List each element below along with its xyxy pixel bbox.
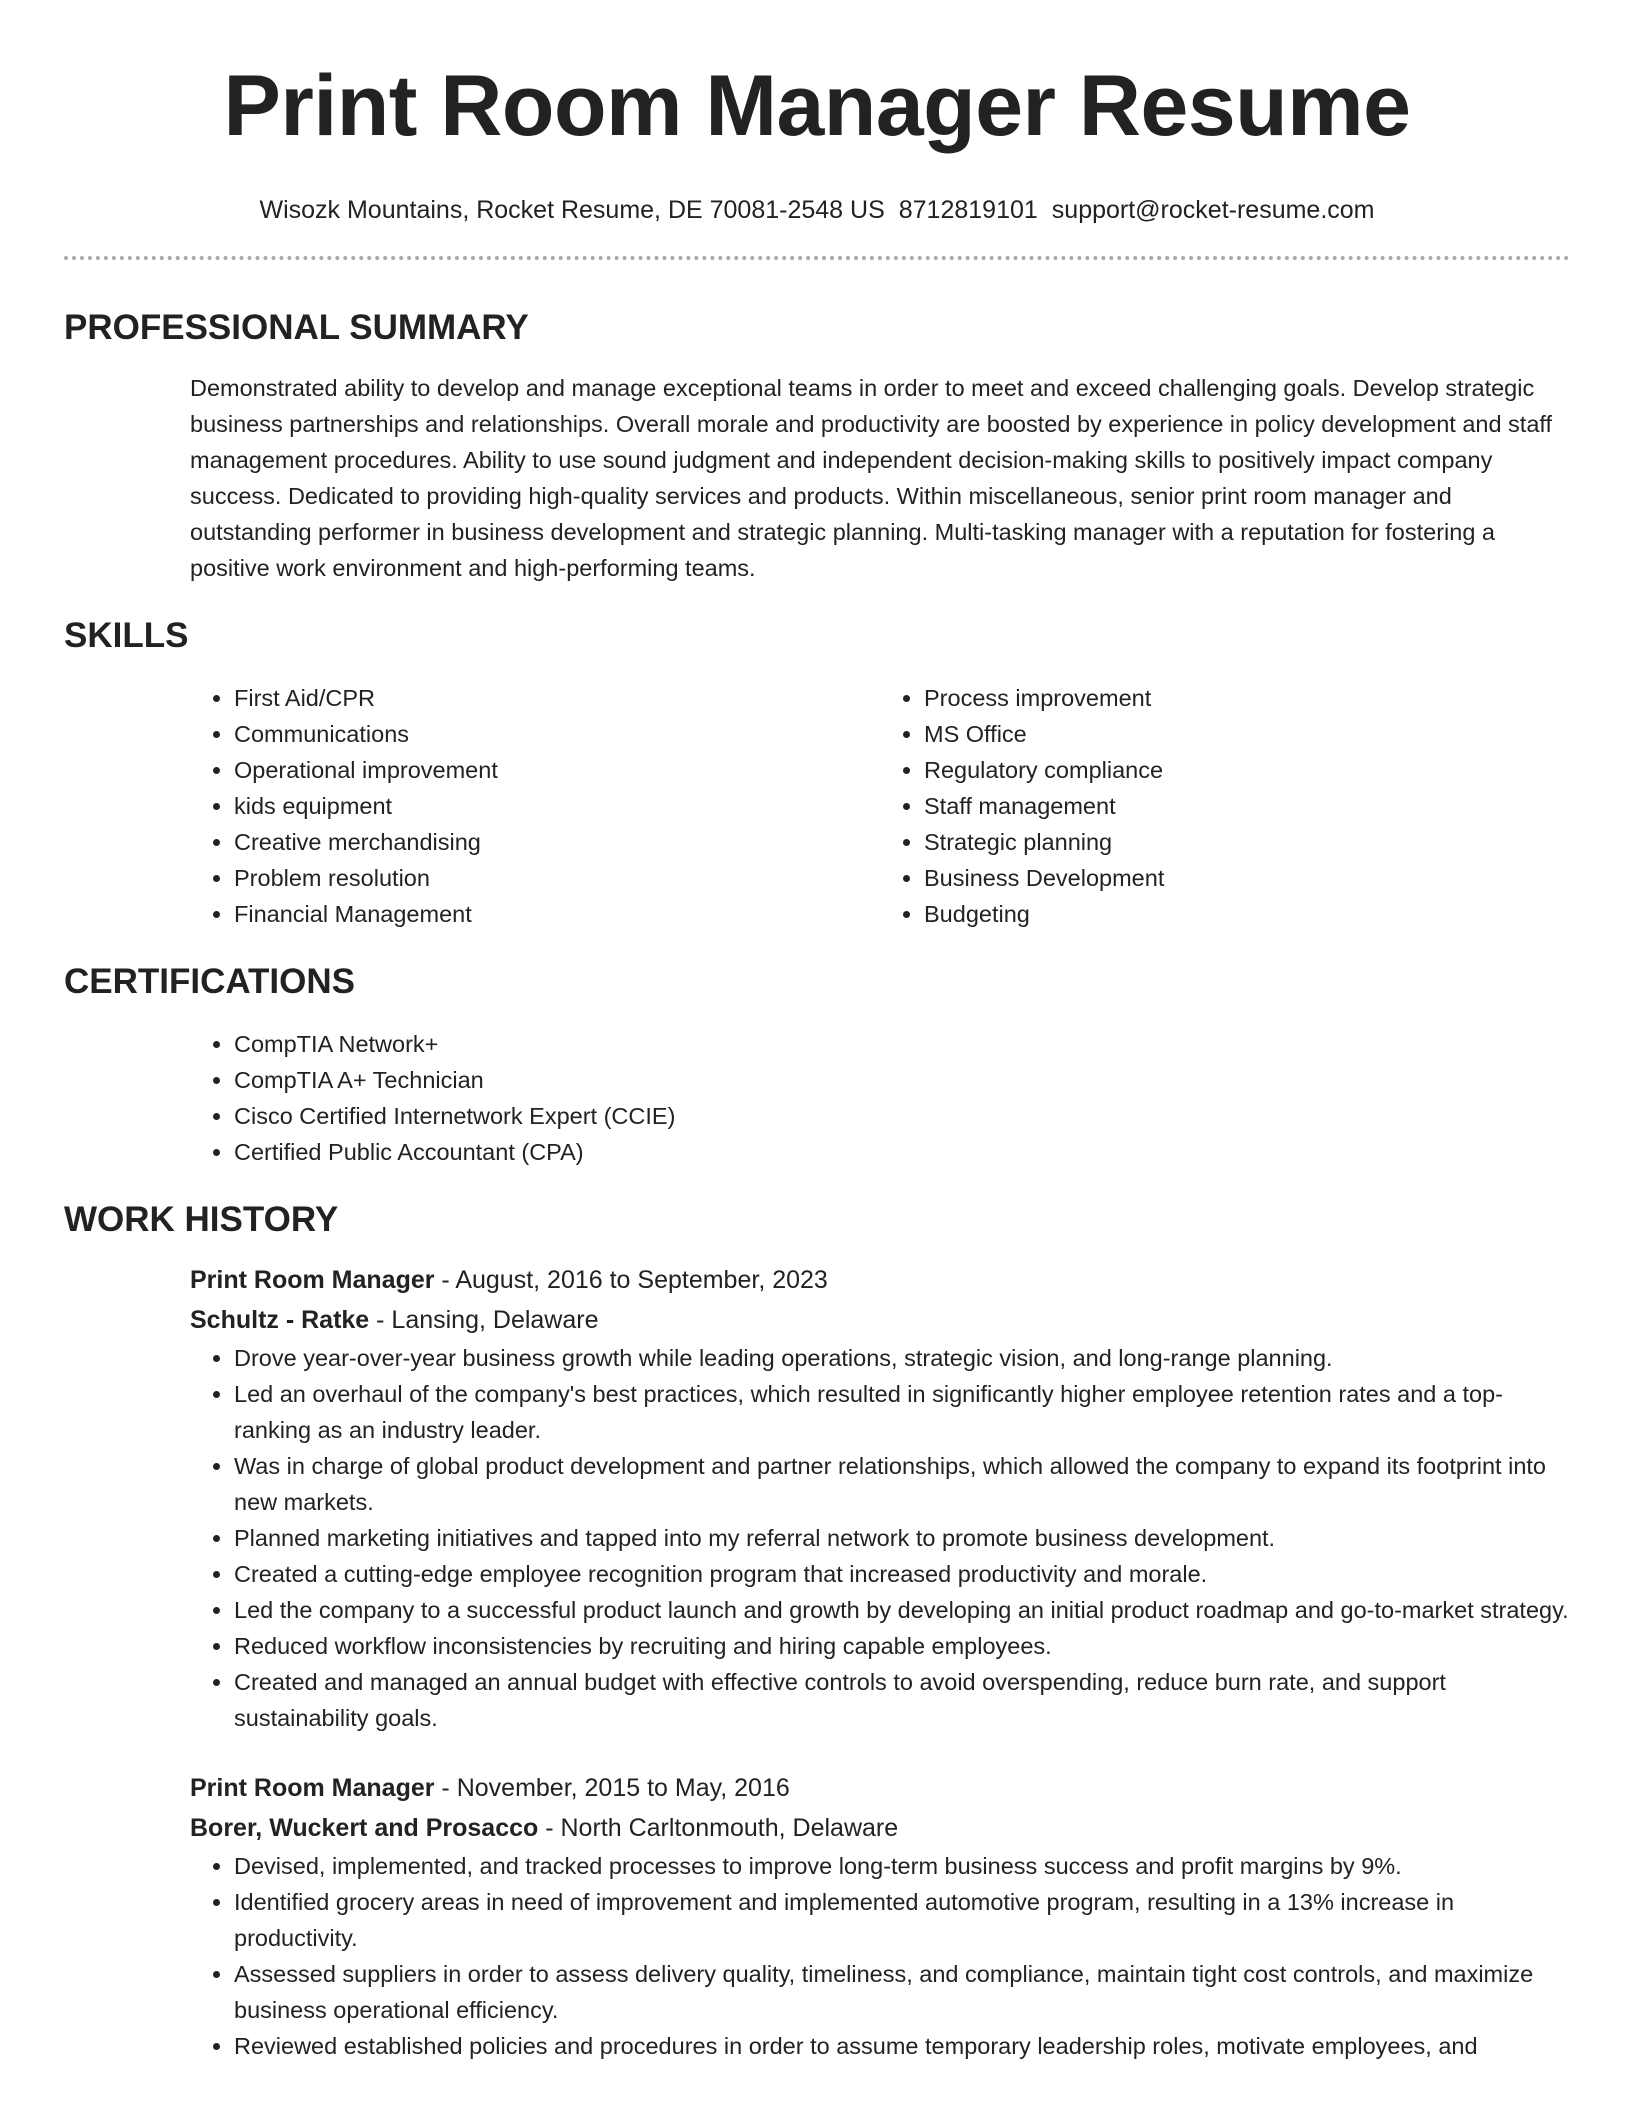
- job-company-line: [190, 1300, 1570, 1340]
- skill-item: • Business Development: [924, 860, 1570, 896]
- job-bullet: • Was in charge of global product development and partner relationships, which allowed the company to expand its footprint into new markets.: [234, 1448, 1570, 1520]
- summary-text: Demonstrated ability to develop and manage exceptional teams in order to meet and exceed challenging goals. Develop strategic business partnerships and relationships. Overall morale and productivity are boosted by experience in policy development and staff management procedures. Ability to use sound judgment and independent decision-making skills to positively impact company success. Dedicated to providing high-quality services and products. Within miscellaneous, senior print room manager and outstanding performer in business development and strategic planning. Multi-tasking manager with a reputation for fostering a positive work environment and high-performing teams.: [190, 375, 1553, 581]
- header-divider: [64, 256, 1570, 260]
- certification-item: • Cisco Certified Internetwork Expert (CCIE): [234, 1098, 1570, 1134]
- skill-item: • MS Office: [924, 716, 1570, 752]
- work-history-heading: WORK HISTORY: [64, 1200, 339, 1239]
- job-bullet: • Reviewed established policies and procedures in order to assume temporary leadership roles, motivate employees, and: [234, 2028, 1570, 2064]
- skills-right-list: [880, 680, 1570, 932]
- skill-item: • Process improvement: [924, 680, 1570, 716]
- resume-page: [64, 0, 1570, 2064]
- skill-item: • kids equipment: [234, 788, 880, 824]
- skills-left-list: [190, 680, 880, 932]
- job-bullet: • Identified grocery areas in need of improvement and implemented automotive program, resulting in a 13% increase in productivity.: [234, 1884, 1570, 1956]
- job-location: - North Carltonmouth, Delaware: [538, 1814, 899, 1842]
- job-bullet: • Reduced workflow inconsistencies by recruiting and hiring capable employees.: [234, 1628, 1570, 1664]
- job-bullet: • Planned marketing initiatives and tapped into my referral network to promote business development.: [234, 1520, 1570, 1556]
- job-dates: - November, 2015 to May, 2016: [434, 1774, 790, 1802]
- job-title-line: [190, 1260, 1570, 1300]
- skill-item: • Regulatory compliance: [924, 752, 1570, 788]
- job-bullet: • Assessed suppliers in order to assess delivery quality, timeliness, and compliance, maintain tight cost controls, and maximize business operational efficiency.: [234, 1956, 1570, 2028]
- summary-body: [190, 370, 1570, 586]
- job-bullet: • Drove year-over-year business growth while leading operations, strategic vision, and long-range planning.: [234, 1340, 1570, 1376]
- job-bullet: • Created a cutting-edge employee recognition program that increased productivity and morale.: [234, 1556, 1570, 1592]
- certification-item: • Certified Public Accountant (CPA): [234, 1134, 1570, 1170]
- job-bullets: [190, 1848, 1570, 2064]
- skill-item: • First Aid/CPR: [234, 680, 880, 716]
- skills-heading: SKILLS: [64, 616, 189, 655]
- skill-item: • Financial Management: [234, 896, 880, 932]
- job-bullet: • Led the company to a successful product launch and growth by developing an initial product roadmap and go-to-market strategy.: [234, 1592, 1570, 1628]
- skill-item: • Problem resolution: [234, 860, 880, 896]
- skills-grid: [190, 680, 1570, 932]
- resume-title: Print Room Manager Resume: [223, 58, 1411, 154]
- certification-item: • CompTIA A+ Technician: [234, 1062, 1570, 1098]
- skill-item: • Staff management: [924, 788, 1570, 824]
- certifications-heading: CERTIFICATIONS: [64, 962, 356, 1001]
- skill-item: • Creative merchandising: [234, 824, 880, 860]
- certifications-list: [190, 1026, 1570, 1170]
- skill-item: • Budgeting: [924, 896, 1570, 932]
- contact-line: [64, 194, 1570, 226]
- job-bullet: • Led an overhaul of the company's best practices, which resulted in significantly higher employee retention rates and a top-ranking as an industry leader.: [234, 1376, 1570, 1448]
- job-dates: - August, 2016 to September, 2023: [434, 1266, 828, 1294]
- contact-email: support@rocket-resume.com: [1051, 196, 1375, 224]
- skills-section: [64, 614, 1570, 932]
- job-bullets: [190, 1340, 1570, 1736]
- skill-item: • Strategic planning: [924, 824, 1570, 860]
- job-title: Print Room Manager: [190, 1266, 435, 1294]
- job-bullet: • Created and managed an annual budget with effective controls to avoid overspending, reduce burn rate, and support sustainability goals.: [234, 1664, 1570, 1736]
- contact-phone: 8712819101: [898, 196, 1038, 224]
- work-history-section: [64, 1198, 1570, 2064]
- summary-heading: PROFESSIONAL SUMMARY: [64, 308, 529, 347]
- skill-item: • Operational improvement: [234, 752, 880, 788]
- job-location: - Lansing, Delaware: [369, 1306, 599, 1334]
- skill-item: • Communications: [234, 716, 880, 752]
- job-entry: [190, 1260, 1570, 1736]
- job-entry: [190, 1768, 1570, 2064]
- job-bullet: • Devised, implemented, and tracked processes to improve long-term business success and profit margins by 9%.: [234, 1848, 1570, 1884]
- certification-item: • CompTIA Network+: [234, 1026, 1570, 1062]
- job-company: Schultz - Ratke: [190, 1306, 370, 1334]
- certifications-section: [64, 960, 1570, 1170]
- certifications-body: [190, 1026, 1570, 1170]
- job-company-line: [190, 1808, 1570, 1848]
- job-title: Print Room Manager: [190, 1774, 435, 1802]
- job-title-line: [190, 1768, 1570, 1808]
- contact-address: Wisozk Mountains, Rocket Resume, DE 70081-2548 US: [259, 196, 885, 224]
- job-company: Borer, Wuckert and Prosacco: [190, 1814, 539, 1842]
- summary-section: [64, 306, 1570, 586]
